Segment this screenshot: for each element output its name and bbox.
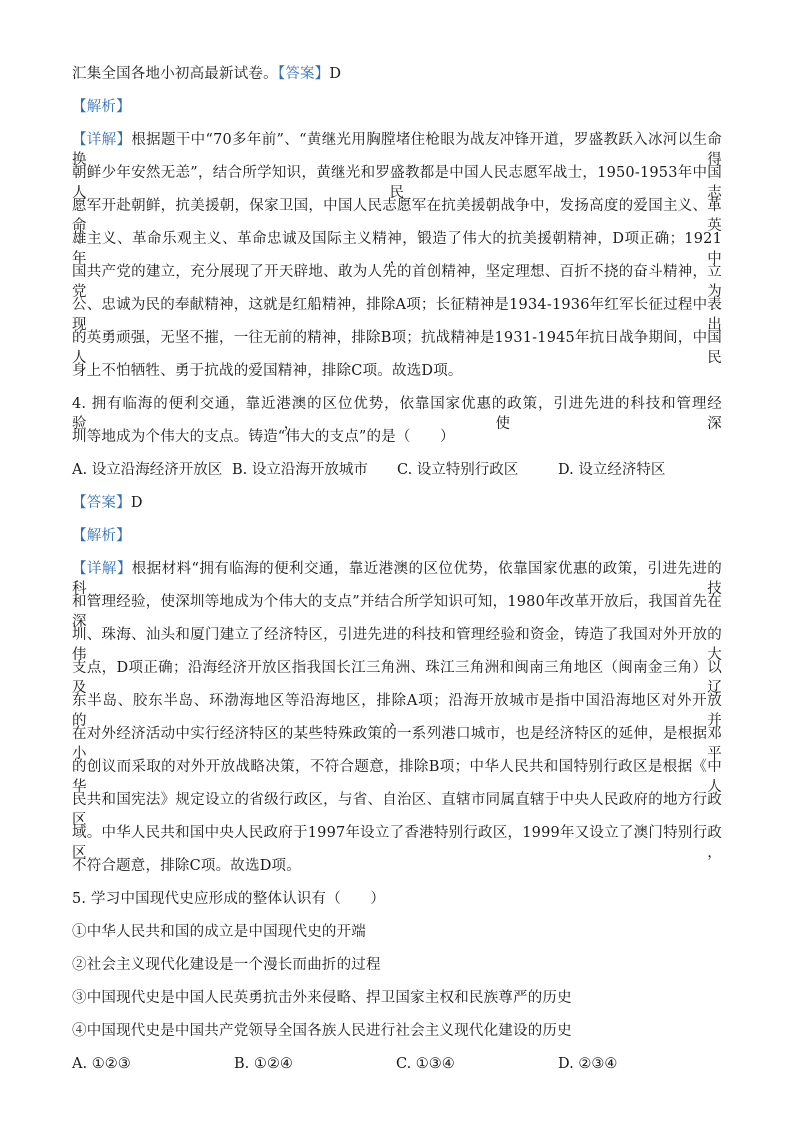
q4-answer-tag: 【答案】 [72, 495, 131, 511]
q5-statement-4: ④中国现代史是中国共产党领导全国各族人民进行社会主义现代化建设的历史 [72, 1023, 572, 1039]
q3-detail-text-1: 根据题干中“70多年前”、“黄继光用胸膛堵住枪眼为战友冲锋开道，罗盛教跃入冰河以生命换得 [72, 132, 722, 168]
q4-detail-line-6: 在对外经济活动中实行经济特区的某些特殊政策的一系列港口城市，也是经济特区的延伸，是根据邓小平 [72, 726, 722, 762]
q4-answer: D [130, 495, 143, 511]
q4-detail-line-3: 圳、珠海、汕头和厦门建立了经济特区，引进先进的科技和管理经验和资金，铸造了我国对外开放的伟大 [72, 627, 722, 663]
q4-answer-line [72, 493, 722, 513]
q5-statement-1: ①中华人民共和国的成立是中国现代史的开端 [72, 924, 366, 940]
q5-statement-2: ②社会主义现代化建设是一个漫长而曲折的过程 [72, 957, 381, 973]
q5-option-b: B. ①②④ [234, 1056, 293, 1072]
q4-detail-line-10: 不符合题意，排除C项。故选D项。 [72, 858, 301, 874]
q3-detail-line-3: 愿军开赴朝鲜，抗美援朝，保家卫国，中国人民志愿军在抗美援朝战争中，发扬高度的爱国主义、革命英 [72, 198, 722, 234]
q5-stem: 5. 学习中国现代史应形成的整体认识有（ ） [72, 891, 386, 907]
q4-analysis-tag: 【解析】 [72, 528, 131, 544]
q5-option-a: A. ①②③ [72, 1056, 131, 1072]
q4-detail-line-9: 域。中华人民共和国中央人民政府于1997年设立了香港特别行政区，1999年又设立了澳门特别行政区， [72, 825, 722, 861]
q3-detail-tag: 【详解】 [72, 132, 132, 148]
q4-detail-tag: 【详解】 [72, 561, 132, 577]
q4-option-b: B. 设立沿海开放城市 [232, 462, 368, 478]
q3-detail-line-4: 雄主义、革命乐观主义、革命忠诚及国际主义精神，锻造了伟大的抗美援朝精神，D项正确；1921年，中 [72, 231, 722, 267]
q4-detail-line-7: 的创议而采取的对外开放战略决策，不符合题意，排除B项；中华人民共和国特别行政区是根据《中华人 [72, 759, 722, 795]
q3-detail-line-6: 公、忠诚为民的奉献精神，这就是红船精神，排除A项；长征精神是1934-1936年红军长征过程中表现出 [72, 297, 722, 333]
q3-answer-tag: 【答案】 [277, 66, 330, 82]
q4-detail-line-2: 和管理经验，使深圳等地成为个伟大的支点”并结合所学知识可知，1980年改革开放后，我国首先在深 [72, 594, 722, 630]
q3-detail-line-2: 朝鲜少年安然无恙”，结合所学知识，黄继光和罗盛教都是中国人民志愿军战士，1950-1953年中国人民志 [72, 165, 722, 201]
q3-detail-line-7: 的英勇顽强，无坚不摧，一往无前的精神，排除B项；抗战精神是1931-1945年抗日战争期间，中国人民 [72, 330, 722, 366]
q5-statement-3: ③中国现代史是中国人民英勇抗击外来侵略、捍卫国家主权和民族尊严的历史 [72, 990, 572, 1006]
q4-detail-line-4: 支点，D项正确；沿海经济开放区指我国长江三角洲、珠江三角洲和闽南三角地区（闽南金三角）以及辽 [72, 660, 722, 696]
q5-option-c: C. ①③④ [396, 1056, 455, 1072]
q3-analysis-tag: 【解析】 [72, 99, 131, 115]
q3-answer-line [72, 64, 722, 84]
q4-option-c: C. 设立特别行政区 [397, 462, 519, 478]
q4-stem-line-1: 4. 拥有临海的便利交通，靠近港澳的区位优势，依靠国家优惠的政策，引进先进的科技和管理经验，使深 [72, 396, 722, 432]
q3-intro: 汇集全国各地小初高最新试卷。 [72, 66, 278, 82]
q3-detail-line-8: 身上不怕牺牲、勇于抗战的爱国精神，排除C项。故选D项。 [72, 363, 463, 379]
q3-answer: D [329, 66, 342, 82]
q4-option-a: A. 设立沿海经济开放区 [72, 462, 223, 478]
q4-detail-text-1: 根据材料“拥有临海的便利交通，靠近港澳的区位优势，依靠国家优惠的政策，引进先进的科技 [72, 561, 722, 597]
q3-detail-line-5: 国共产党的建立，充分展现了开天辟地、敢为人先的首创精神，坚定理想、百折不挠的奋斗精神，立党为 [72, 264, 722, 300]
q4-stem-line-2: 圳等地成为个伟大的支点。铸造“伟大的支点”的是（ ） [72, 429, 455, 445]
q4-detail-line-8: 民共和国宪法》规定设立的省级行政区，与省、自治区、直辖市同属直辖于中央人民政府的地方行政区 [72, 792, 722, 828]
q4-detail-line-5: 东半岛、胶东半岛、环渤海地区等沿海地区，排除A项；沿海开放城市是指中国沿海地区对外开放的、并 [72, 693, 722, 729]
q5-option-d: D. ②③④ [558, 1056, 618, 1072]
q4-option-d: D. 设立经济特区 [558, 462, 666, 478]
